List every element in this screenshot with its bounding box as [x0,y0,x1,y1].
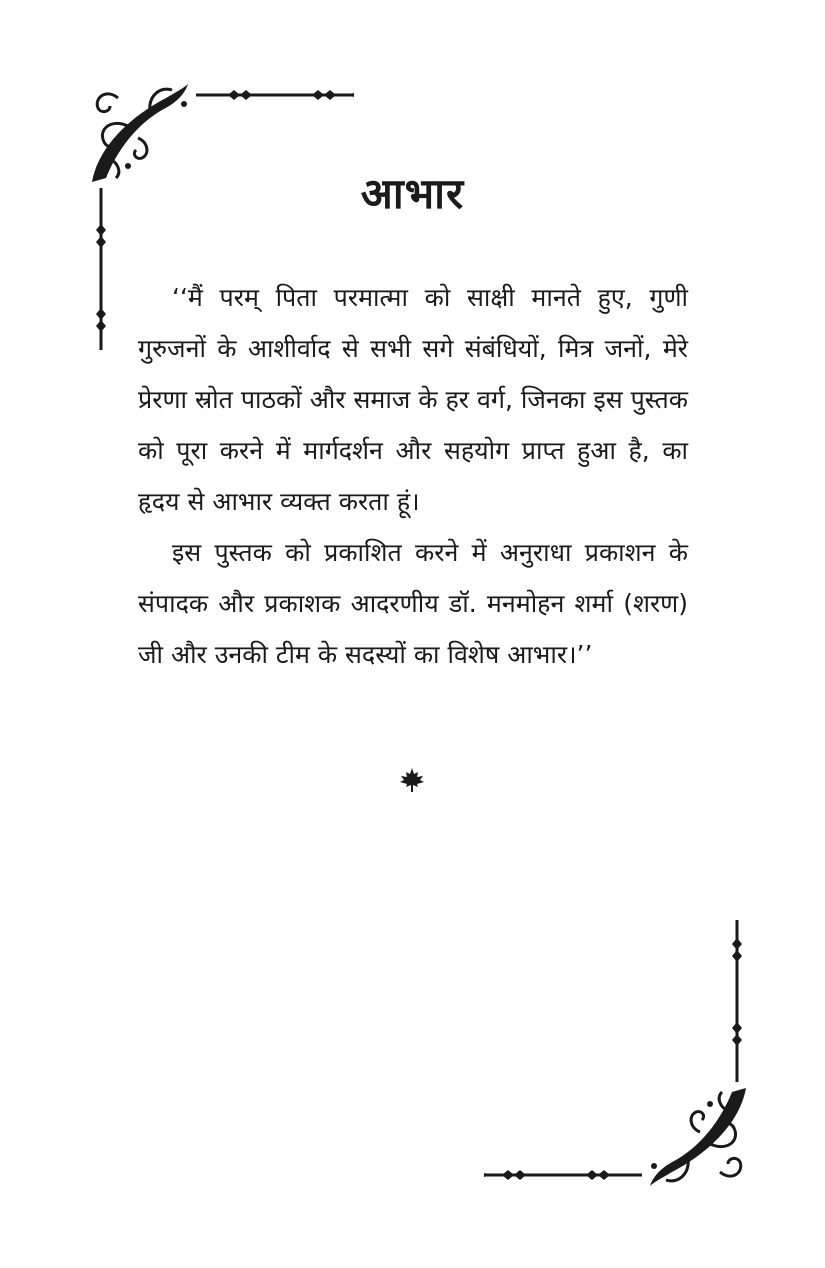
acknowledgement-paragraph-2: इस पुस्तक को प्रकाशित करने में अनुराधा प्रकाशन के संपादक और प्रकाशक आदरणीय डॉ. मनमोहन शर्मा (शरण) जी और उनकी टीम के सदस्यों का विशेष आभार।’’ [138,538,688,669]
corner-flourish-bottom-right-icon [470,912,750,1192]
maple-leaf-icon [398,766,426,794]
page-title: आभार [360,169,465,218]
acknowledgement-paragraph-1: ‘‘मैं परम् पिता परमात्मा को साक्षी मानते हुए, गुणी गुरुजनों के आशीर्वाद से सभी सगे संबंधियों, मित्र जनों, मेरे प्रेरणा स्रोत पाठकों और समाज के हर वर्ग, जिनका इस पुस्तक को पूरा करने में मार्गदर्शन और सहयोग प्राप्त हुआ है, का हृदय से आभार व्यक्त करता हूं। [138,283,688,516]
acknowledgement-body [138,272,688,680]
